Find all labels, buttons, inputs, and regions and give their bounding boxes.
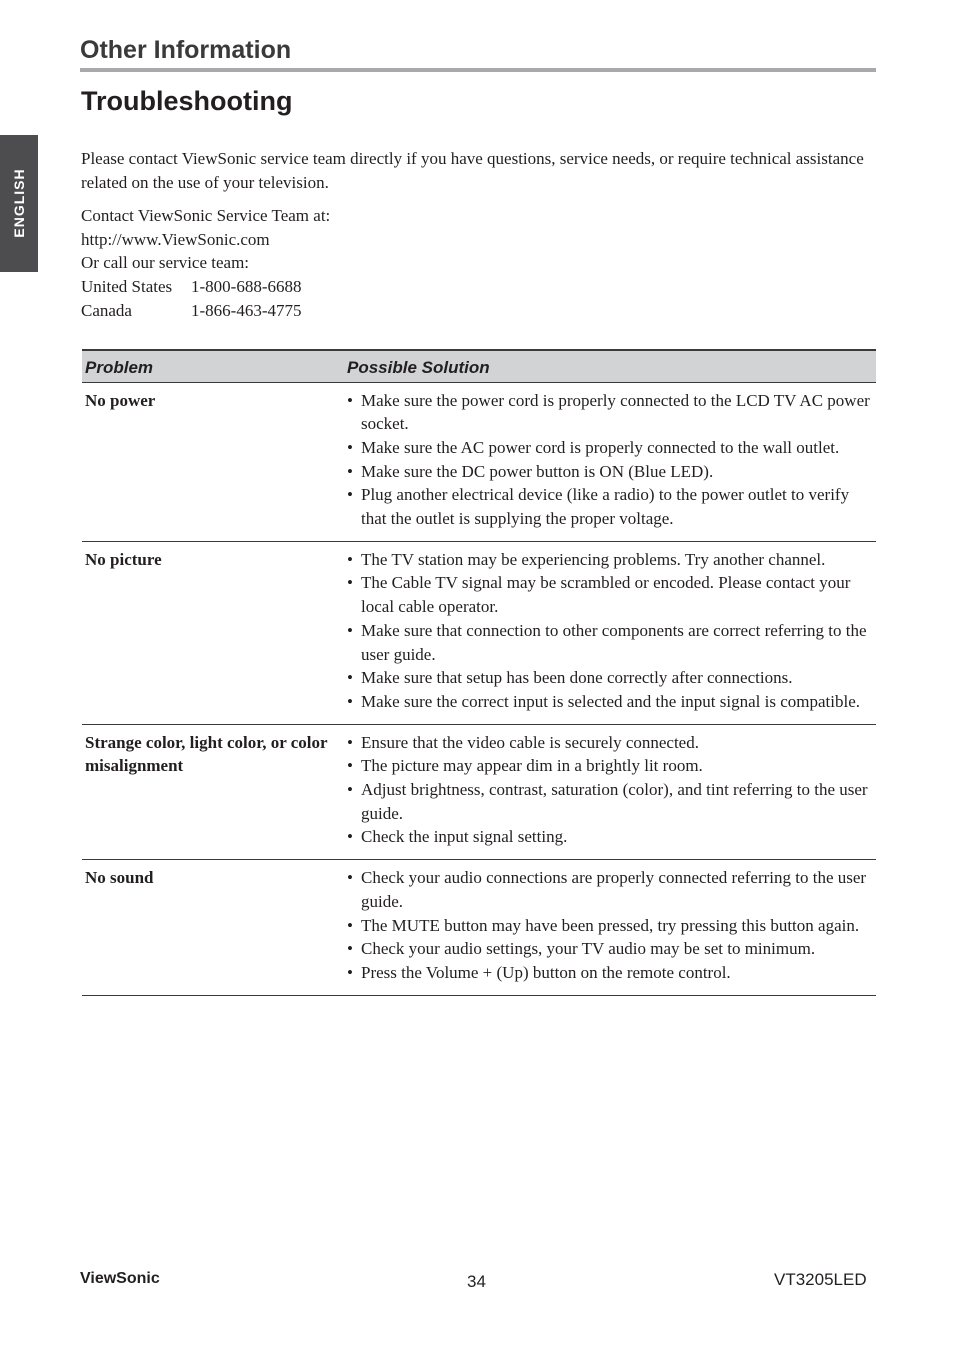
table-row [82, 724, 876, 860]
contact-block [81, 204, 330, 323]
solution-text: Check your audio settings, your TV audio may be set to minimum. [361, 939, 816, 959]
solution-text: Make sure that setup has been done correctly after connections. [361, 668, 793, 688]
solution-item [347, 690, 873, 714]
solution-item [347, 961, 873, 985]
column-header-solution: Possible Solution [344, 350, 876, 382]
section-title: Other Information [80, 36, 292, 64]
solution-text: The MUTE button may have been pressed, try pressing this button again. [361, 915, 860, 935]
table-header-row [82, 350, 876, 382]
solution-text: Make sure the AC power cord is properly connected to the wall outlet. [361, 437, 840, 457]
solution-item [347, 914, 873, 938]
intro-paragraph: Please contact ViewSonic service team directly if you have questions, service needs, or require technical assistance related on the use of your television. [81, 149, 864, 192]
bullet-icon: • [347, 668, 353, 688]
solution-text: Check the input signal setting. [361, 827, 568, 847]
solution-item [347, 866, 873, 913]
solution-text: Make sure the DC power button is ON (Blue LED). [361, 461, 714, 481]
bullet-icon: • [347, 549, 353, 569]
page-number: 34 [467, 1272, 486, 1291]
intro-text [81, 147, 871, 195]
column-header-problem: Problem [82, 350, 344, 382]
call-line: Or call our service team: [81, 253, 250, 273]
solution-text: The TV station may be experiencing problems. Try another channel. [361, 549, 826, 569]
bullet-icon: • [347, 780, 353, 800]
solution-cell [344, 382, 876, 541]
page-title: Troubleshooting [81, 86, 293, 116]
table-row [82, 541, 876, 724]
bullet-icon: • [347, 485, 353, 505]
bullet-icon: • [347, 437, 353, 457]
solution-item [347, 937, 873, 961]
problem-cell: No power [82, 382, 344, 541]
bullet-icon: • [347, 461, 353, 481]
solution-cell [344, 724, 876, 860]
troubleshooting-table [82, 349, 876, 996]
solution-cell [344, 860, 876, 996]
problem-cell: Strange color, light color, or color misalignment [82, 724, 344, 860]
solution-item [347, 754, 873, 778]
problem-cell: No sound [82, 860, 344, 996]
solution-item [347, 778, 873, 825]
bullet-icon: • [347, 691, 353, 711]
solution-text: Make sure the correct input is selected and the input signal is compatible. [361, 691, 860, 711]
solution-cell [344, 541, 876, 724]
table-body [82, 382, 876, 995]
bullet-icon: • [347, 573, 353, 593]
section-divider [80, 68, 876, 72]
table-row [82, 382, 876, 541]
bullet-icon: • [347, 732, 353, 752]
language-tab-label: ENGLISH [11, 168, 27, 238]
phone-number: 1-866-463-4775 [191, 300, 302, 320]
footer-brand: ViewSonic [80, 1270, 160, 1287]
language-tab [0, 135, 38, 272]
solution-item [347, 825, 873, 849]
solution-item [347, 571, 873, 618]
solution-item [347, 483, 873, 530]
solution-item [347, 460, 873, 484]
solution-item [347, 731, 873, 755]
bullet-icon: • [347, 915, 353, 935]
solution-item [347, 436, 873, 460]
problem-cell: No picture [82, 541, 344, 724]
phone-country: United States [81, 277, 173, 297]
solution-text: Plug another electrical device (like a radio) to the power outlet to verify that the outlet is supplying the proper voltage. [361, 485, 850, 529]
solution-text: Check your audio connections are properly connected referring to the user guide. [361, 868, 867, 911]
solution-item [347, 619, 873, 666]
solution-item [347, 389, 873, 436]
footer-model: VT3205LED [774, 1270, 867, 1289]
phone-row [81, 275, 330, 299]
bullet-icon: • [347, 390, 353, 410]
phone-country: Canada [81, 300, 132, 320]
solution-item [347, 666, 873, 690]
solution-item [347, 548, 873, 572]
solution-text: Make sure that connection to other components are correct referring to the user guide. [361, 620, 867, 664]
bullet-icon: • [347, 939, 353, 959]
bullet-icon: • [347, 827, 353, 847]
solution-text: The picture may appear dim in a brightly lit room. [361, 756, 703, 776]
bullet-icon: • [347, 756, 353, 776]
solution-text: Make sure the power cord is properly connected to the LCD TV AC power socket. [361, 390, 870, 434]
solution-text: Press the Volume + (Up) button on the remote control. [361, 962, 731, 982]
phone-number: 1-800-688-6688 [191, 277, 302, 297]
bullet-icon: • [347, 962, 353, 982]
bullet-icon: • [347, 868, 353, 888]
solution-text: Ensure that the video cable is securely connected. [361, 732, 699, 752]
phone-row [81, 299, 330, 323]
table-row [82, 860, 876, 996]
solution-text: Adjust brightness, contrast, saturation (color), and tint referring to the user guide. [361, 780, 868, 823]
website-link[interactable]: http://www.ViewSonic.com [81, 229, 270, 249]
contact-line: Contact ViewSonic Service Team at: [81, 206, 331, 225]
solution-text: The Cable TV signal may be scrambled or encoded. Please contact your local cable operator. [361, 573, 851, 617]
bullet-icon: • [347, 620, 353, 640]
